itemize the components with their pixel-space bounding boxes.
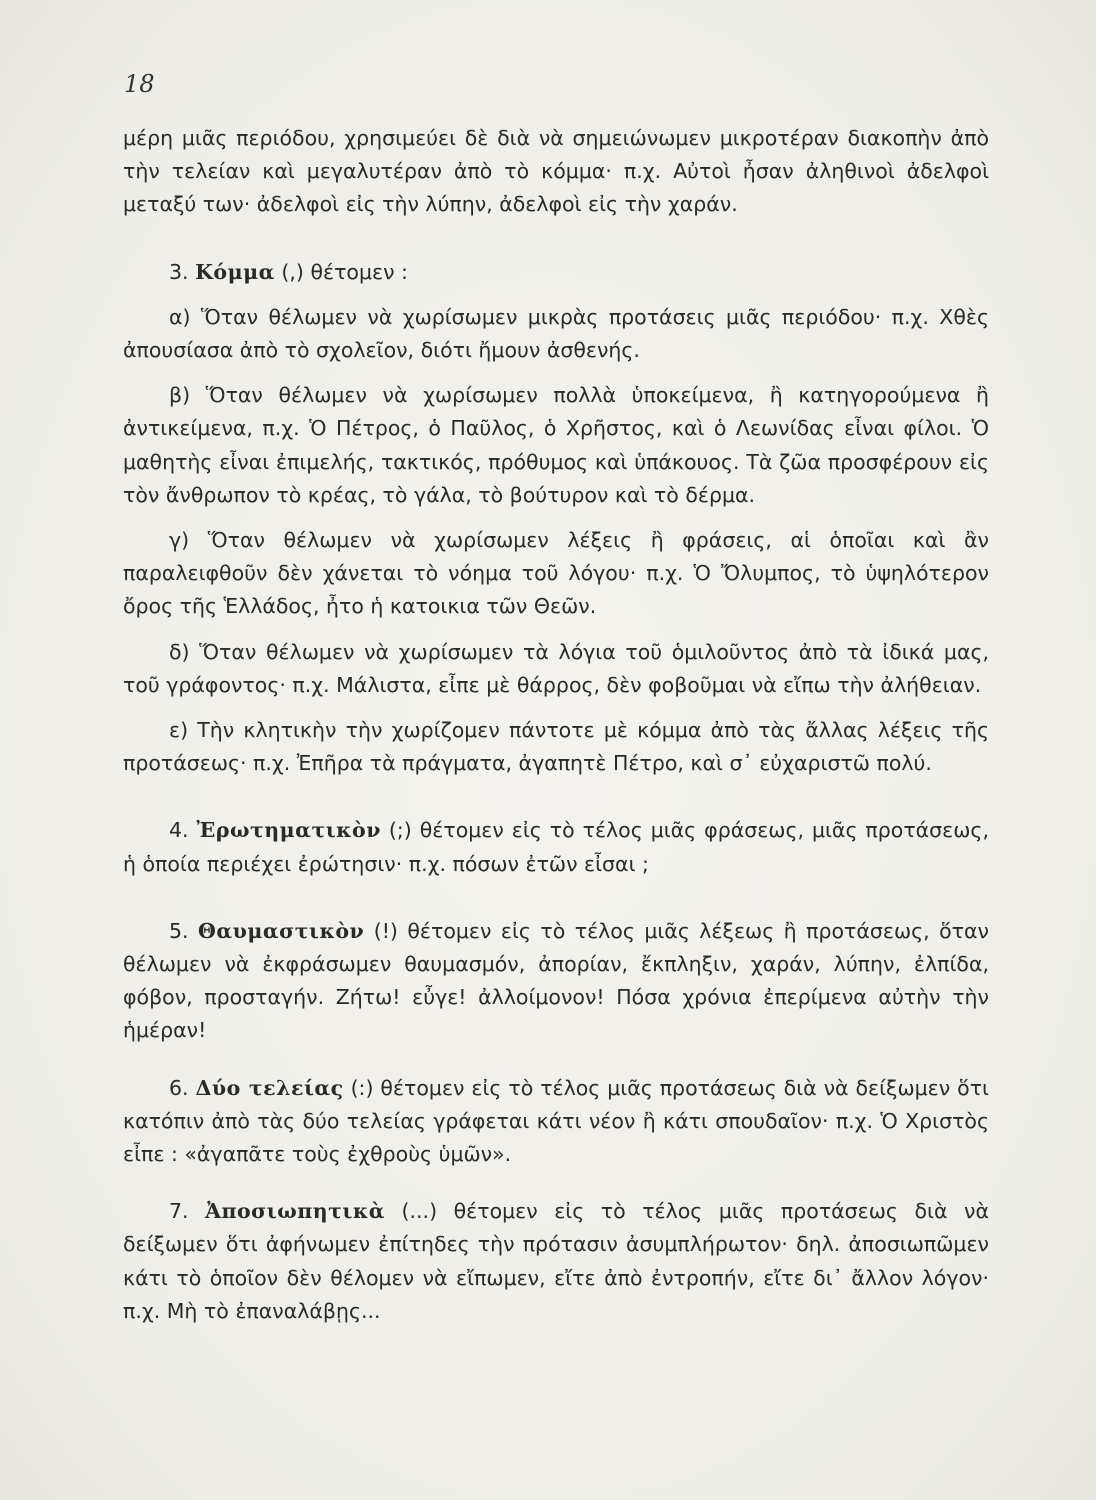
section-5-symbol: (!) xyxy=(373,918,398,943)
section-3-term: Κόμμα xyxy=(195,259,275,284)
section-6-rest: θέτομεν εἰς τὸ τέλος μιᾶς προτάσεως διὰ νὰ δείξωμεν ὅτι κατόπιν ἀπὸ τὰς δύο τελείας γράφεται κάτι νέον ἢ κάτι σπουδαῖον· π.χ. Ὁ Χριστὸς εἶπε : «ἀγαπᾶτε τοὺς ἐχθροὺς ὑμῶν». xyxy=(123,1075,989,1167)
section-5-paragraph xyxy=(123,915,989,1048)
section-4-rest: θέτομεν εἰς τὸ τέλος μιᾶς φράσεως, μιᾶς προτάσεως, ἡ ὁποία περιέχει ἐρώτησιν· π.χ. πόσων ἐτῶν εἶσαι ; xyxy=(123,818,989,876)
section-5-term: Θαυμαστικὸν xyxy=(198,918,365,943)
section-6-symbol: (:) xyxy=(350,1075,374,1100)
page-number: 18 xyxy=(124,70,155,98)
section-3-number: 3. xyxy=(169,259,189,284)
section-3-item-a: α) Ὅταν θέλωμεν νὰ χωρίσωμεν μικρὰς προτάσεις μιᾶς περιόδου· π.χ. Χθὲς ἀπουσίασα ἀπὸ τὸ σχολεῖον, διότι ἤμουν ἀσθενής. xyxy=(123,304,989,363)
section-3-item-b: β) Ὅταν θέλωμεν νὰ χωρίσωμεν πολλὰ ὑποκείμενα, ἢ κατηγορούμενα ἢ ἀντικείμενα, π.χ. Ὁ Πέτρος, ὁ Παῦλος, ὁ Χρῆστος, καὶ ὁ Λεωνίδας εἶναι φίλοι. Ὁ μαθητὴς εἶναι ἐπιμελής, τακτικός, πρόθυμος καὶ ὑπάκουος. Τὰ ζῶα προσφέρουν εἰς τὸν ἄνθρωπον τὸ κρέας, τὸ γάλα, τὸ βούτυρον καὶ τὸ δέρμα. xyxy=(123,383,989,507)
section-7-rest: θέτομεν εἰς τὸ τέλος μιᾶς προτάσεως διὰ νὰ δείξωμεν ὅτι ἀφήνωμεν ἐπίτηδες τὴν πρότασιν ἀσυμπλήρωτον· δηλ. ἀποσιωπῶμεν κάτι τὸ ὁποῖον δὲν θέλομεν νὰ εἴπωμεν, εἴτε ἀπὸ ἐντροπήν, εἴτε δι᾽ ἄλλον λόγον· π.χ. Μὴ τὸ ἐπαναλάβῃς... xyxy=(123,1199,989,1323)
section-6-number: 6. xyxy=(169,1075,189,1100)
section-3-rest: θέτομεν : xyxy=(310,259,408,284)
section-7-paragraph xyxy=(123,1195,989,1328)
section-3-heading xyxy=(123,256,989,289)
section-3-symbol: (,) xyxy=(281,259,304,284)
intro-paragraph: μέρη μιᾶς περιόδου, χρησιμεύει δὲ διὰ νὰ σημειώνωμεν μικροτέραν διακοπὴν ἀπὸ τὴν τελείαν καὶ μεγαλυτέραν ἀπὸ τὸ κόμμα· π.χ. Αὐτοὶ ἦσαν ἀληθινοὶ ἀδελφοὶ μεταξύ των· ἀδελφοὶ εἰς τὴν λύπην, ἀδελφοὶ εἰς τὴν χαράν. xyxy=(123,126,989,217)
section-4-symbol: (;) xyxy=(388,818,412,843)
section-7-number: 7. xyxy=(169,1199,189,1224)
section-7-term: Ἀποσιωπητικὰ xyxy=(205,1199,385,1224)
section-4-paragraph xyxy=(123,814,989,880)
section-5-rest: θέτομεν εἰς τὸ τέλος μιᾶς λέξεως ἢ προτάσεως, ὅταν θέλωμεν νὰ ἐκφράσωμεν θαυμασμόν, ἀπορίαν, ἔκπληξιν, χαράν, λύπην, ἐλπίδα, φόβον, προσταγήν. Ζήτω! εὖγε! ἀλλοίμονον! Πόσα χρόνια ἐπερίμενα αὐτὴν τὴν ἡμέραν! xyxy=(123,918,989,1043)
section-4-term: Ἐρωτηματικὸν xyxy=(196,818,381,843)
section-5-number: 5. xyxy=(169,918,189,943)
section-3-item-d: δ) Ὅταν θέλωμεν νὰ χωρίσωμεν τὰ λόγια τοῦ ὁμιλοῦντος ἀπὸ τὰ ἰδικά μας, τοῦ γράφοντος· π.χ. Μάλιστα, εἶπε μὲ θάρρος, δὲν φοβοῦμαι νὰ εἴπω τὴν ἀλήθειαν. xyxy=(123,639,989,697)
section-7-symbol: (...) xyxy=(401,1199,438,1224)
section-3-item-e: ε) Τὴν κλητικὴν τὴν χωρίζομεν πάντοτε μὲ κόμμα ἀπὸ τὰς ἄλλας λέξεις τῆς προτάσεως· π.χ. Ἐπῆρα τὰ πράγματα, ἀγαπητὲ Πέτρο, καὶ σ᾽ εὐχαριστῶ πολύ. xyxy=(123,718,989,776)
section-4-number: 4. xyxy=(169,818,189,843)
section-6-term: Δύο τελείας xyxy=(195,1075,344,1100)
section-3-item-c: γ) Ὅταν θέλωμεν νὰ χωρίσωμεν λέξεις ἢ φράσεις, αἱ ὁποῖαι καὶ ἂν παραλειφθοῦν δὲν χάνεται τὸ νόημα τοῦ λόγου· π.χ. Ὁ Ὄλυμπος, τὸ ὑψηλότερον ὄρος τῆς Ἑλλάδος, ἦτο ἡ κατοικια τῶν Θεῶν. xyxy=(123,528,989,619)
section-6-paragraph xyxy=(123,1072,989,1172)
page-body xyxy=(123,122,989,1328)
